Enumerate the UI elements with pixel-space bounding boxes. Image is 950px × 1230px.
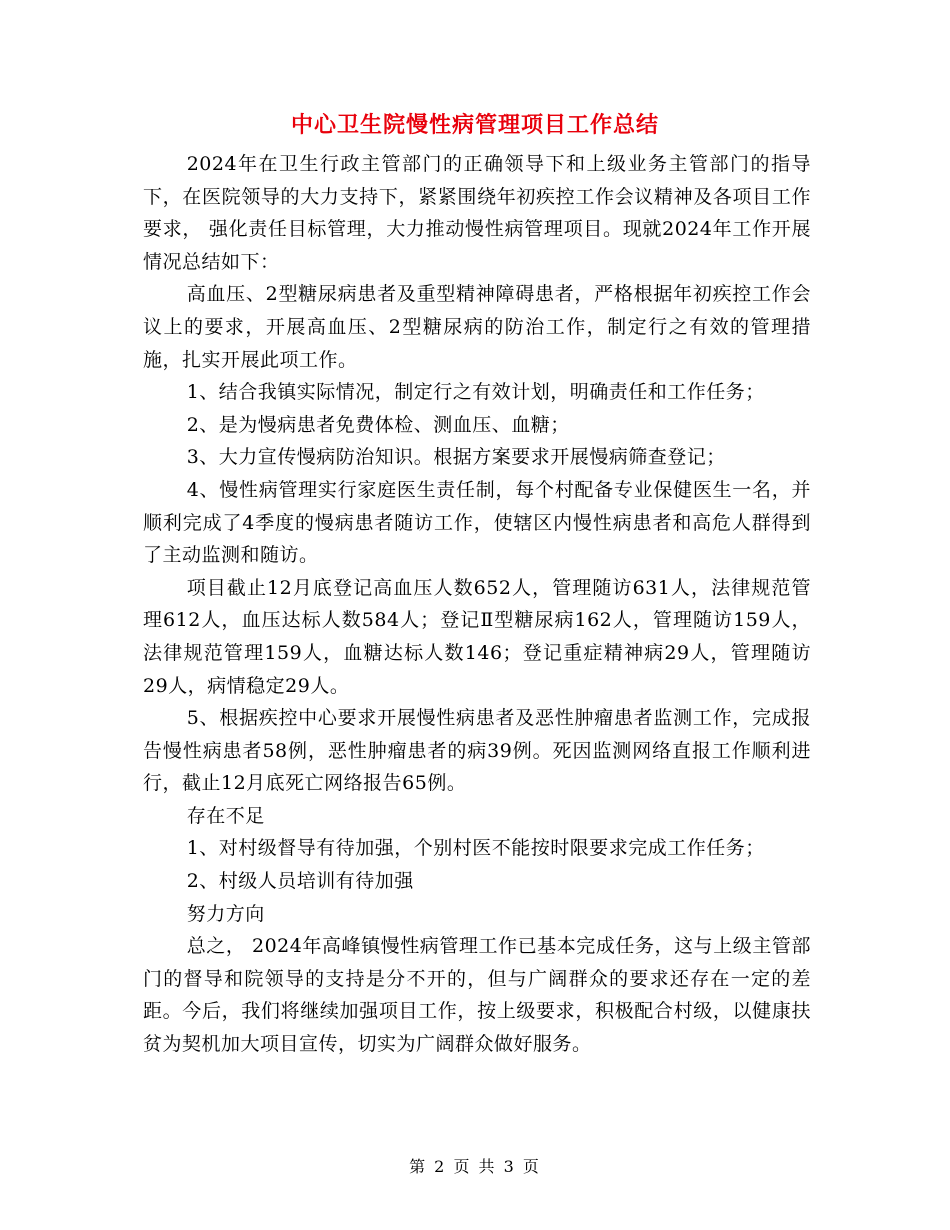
section-heading-direction: 努力方向 (186, 902, 265, 925)
paragraph-statistics: 项目截止12月底登记高血压人数652人，管理随访631人，法律规范管理612人，血压达标人数584人；登记Ⅱ型糖尿病162人，管理随访159人，法律规范管理159人，血糖达标人数146；登记重症精神病29人，管理随访29人，病情稳定29人。 (143, 576, 811, 697)
list-item: 4、慢性病管理实行家庭医生责任制，每个村配备专业保健医生一名，并顺利完成了4季度的慢病患者随访工作，使辖区内慢性病患者和高危人群得到了主动监测和随访。 (143, 478, 811, 567)
list-item: 3、大力宣传慢病防治知识。根据方案要求开展慢病筛查登记； (186, 446, 726, 469)
list-item: 5、根据疾控中心要求开展慢性病患者及恶性肿瘤患者监测工作，完成报告慢性病患者58例，恶性肿瘤患者的病39例。死因监测网络直报工作顺利进行，截止12月底死亡网络报告65例。 (143, 707, 811, 795)
list-item: 1、对村级督导有待加强，个别村医不能按时限要求完成工作任务； (186, 837, 765, 860)
list-item: 1、结合我镇实际情况，制定行之有效计划，明确责任和工作任务； (186, 381, 765, 404)
document-title: 中心卫生院慢性病管理项目工作总结 (290, 112, 659, 138)
page-number: 第 2 页 共 3 页 (409, 1157, 541, 1176)
document-body (143, 148, 811, 1061)
paragraph-conclusion: 总之， 2024年高峰镇慢性病管理工作已基本完成任务，这与上级主管部门的督导和院领导的支持是分不开的，但与广阔群众的要求还存在一定的差距。今后，我们将继续加强项目工作，按上级要求，积极配合村级，以健康扶贫为契机加大项目宣传，切实为广阔群众做好服务。 (143, 935, 811, 1056)
section-heading-shortcomings: 存在不足 (186, 804, 265, 827)
list-item: 2、村级人员培训有待加强 (186, 870, 414, 893)
list-item: 2、是为慢病患者免费体检、测血压、血糖； (186, 413, 570, 436)
paragraph-intro: 2024年在卫生行政主管部门的正确领导下和上级业务主管部门的指导下，在医院领导的大力支持下，紧紧围绕年初疾控工作会议精神及各项目工作要求， 强化责任目标管理，大力推动慢性病管理项目。现就2024年工作开展情况总结如下： (143, 153, 811, 273)
paragraph-overview: 高血压、2型糖尿病患者及重型精神障碍患者，严格根据年初疾控工作会议上的要求，开展高血压、2型糖尿病的防治工作，制定行之有效的管理措施，扎实开展此项工作。 (143, 283, 811, 371)
